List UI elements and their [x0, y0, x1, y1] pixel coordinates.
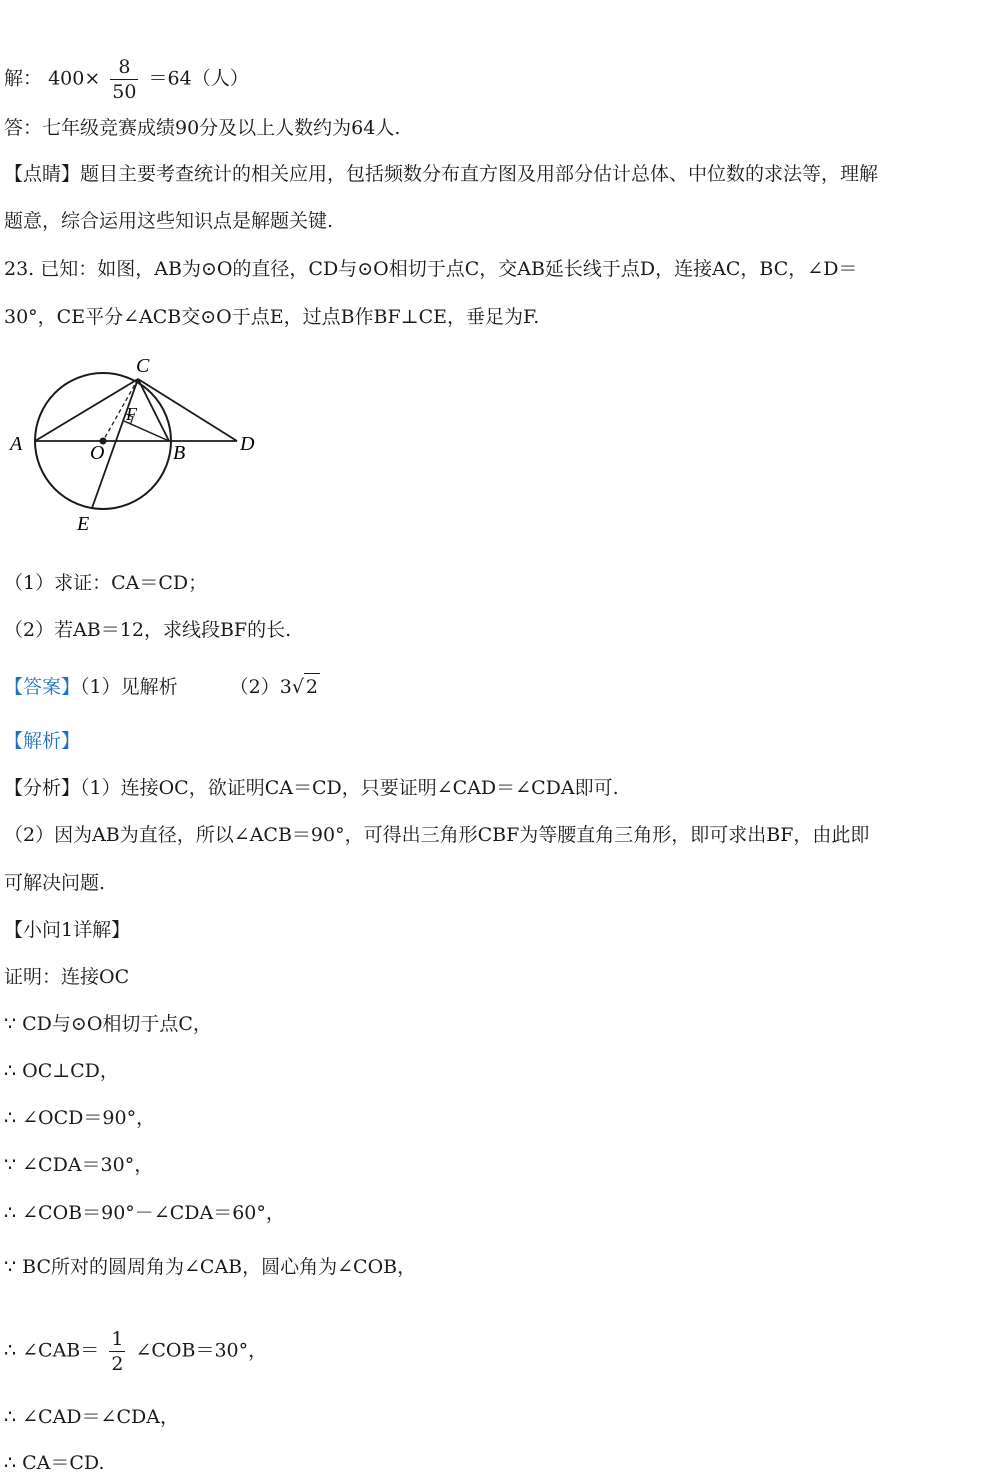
comment-line-2: 题意，综合运用这些知识点是解题关键.	[4, 210, 334, 232]
analysis-tag: 【解析】	[4, 730, 81, 752]
analysis-line-2: （2）因为AB为直径，所以∠ACB＝90°，可得出三角形CBF为等腰直角三角形，即可求出BF，由此即	[4, 824, 870, 846]
comment-tag: 【点睛】	[4, 163, 81, 185]
fenxi-tag: 【分析】	[4, 777, 81, 799]
detail-line-5: ∵ ∠CDA＝30°，	[4, 1154, 154, 1176]
geometry-figure	[0, 352, 290, 542]
detail-line-6: ∴ ∠COB＝90°－∠CDA＝60°，	[4, 1202, 285, 1224]
question-1: （1）求证：CA＝CD；	[4, 572, 208, 594]
answer-part-1: （1）见解析	[80, 676, 178, 698]
detail-tag: 【小问1详解】	[4, 919, 131, 941]
line-ac	[35, 379, 138, 441]
detail-8-prefix: ∴ ∠CAB＝	[4, 1339, 100, 1362]
times-sign: ×	[84, 67, 101, 90]
comment-line-1	[4, 161, 878, 187]
problem-line-1: 23. 已知：如图，AB为⊙O的直径，CD与⊙O相切于点C，交AB延长线于点D，连接AC，BC，∠D＝	[4, 258, 858, 280]
half-fraction	[109, 1327, 125, 1376]
detail-8-suffix: ∠COB＝30°，	[135, 1339, 268, 1362]
detail-line-1: 证明：连接OC	[4, 966, 130, 988]
comment-text-1: 题目主要考查统计的相关应用，包括频数分布直方图及用部分估计总体、中位数的求法等，理解	[80, 163, 879, 185]
analysis-line-3: 可解决问题.	[4, 872, 106, 894]
detail-line-2: ∵ CD与⊙O相切于点C，	[4, 1013, 212, 1035]
label-c: C	[136, 355, 150, 377]
result: ＝64（人）	[148, 67, 249, 90]
detail-line-10: ∴ CA＝CD.	[4, 1452, 105, 1474]
detail-line-4: ∴ ∠OCD＝90°，	[4, 1107, 156, 1129]
fraction-denominator: 50	[112, 81, 137, 103]
detail-line-9: ∴ ∠CAD＝∠CDA，	[4, 1406, 179, 1428]
problem-line-2: 30°，CE平分∠ACB交⊙O于点E，过点B作BF⊥CE，垂足为F.	[4, 306, 540, 328]
answer-tag: 【答案】	[4, 676, 81, 698]
detail-line-7: ∵ BC所对的圆周角为∠CAB，圆心角为∠COB，	[4, 1256, 417, 1278]
solution-prefix: 解：	[4, 67, 43, 90]
detail-line-3: ∴ OC⊥CD，	[4, 1060, 119, 1082]
detail-line-8	[4, 1327, 267, 1376]
label-d: D	[240, 433, 255, 455]
fraction-numerator: 8	[110, 55, 138, 80]
label-b: B	[173, 442, 186, 464]
fraction	[110, 55, 138, 104]
question-2: （2）若AB＝12，求线段BF的长.	[4, 619, 292, 641]
label-a: A	[10, 433, 23, 455]
fenxi-text-1: （1）连接OC，欲证明CA＝CD，只要证明∠CAD＝∠CDA即可.	[80, 777, 619, 799]
label-f: F	[126, 404, 137, 424]
answer-part-2-coef: 3	[279, 676, 292, 698]
sqrt-expression	[292, 673, 320, 700]
radicand: 2	[304, 673, 320, 700]
analysis-line-1	[4, 775, 619, 801]
half-numerator: 1	[111, 1328, 124, 1350]
prev-solution-line	[4, 55, 249, 104]
answer-part-2-label: （2）	[229, 676, 280, 698]
label-e: E	[77, 513, 90, 535]
half-denominator: 2	[111, 1353, 124, 1375]
radical-sign-icon: √	[291, 676, 304, 698]
label-o: O	[90, 442, 105, 464]
answer-line	[4, 673, 320, 700]
prev-answer: 答：七年级竞赛成绩90分及以上人数约为64人.	[4, 117, 401, 139]
multiplicand: 400	[48, 67, 85, 90]
